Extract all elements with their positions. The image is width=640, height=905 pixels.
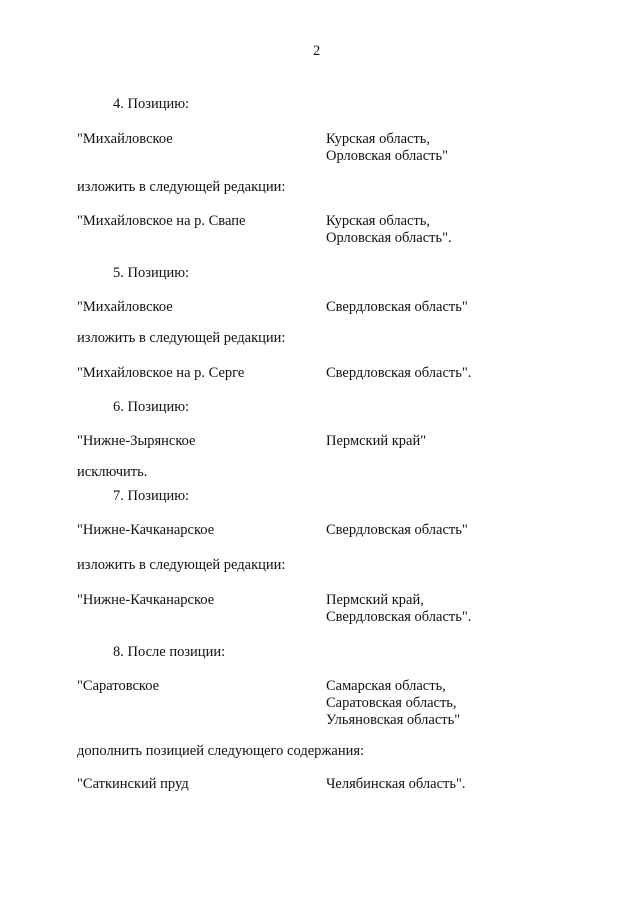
region-line: Курская область, — [326, 213, 431, 229]
section-5-new-name: "Михайловское на р. Серге — [77, 365, 245, 381]
section-5-heading: 5. Позицию: — [113, 265, 190, 281]
region-line: Саратовская область, — [326, 695, 457, 711]
region-line: Свердловская область". — [326, 365, 472, 381]
section-4-new-region — [326, 212, 452, 246]
section-6-instruction: исключить. — [77, 464, 148, 480]
section-8-instruction: дополнить позицией следующего содержания: — [77, 743, 365, 759]
section-4-heading: 4. Позицию: — [113, 96, 190, 112]
section-8-old-region — [326, 677, 460, 728]
section-5-old-name: "Михайловское — [77, 299, 173, 315]
region-line: Свердловская область". — [326, 609, 472, 625]
page-number: 2 — [313, 43, 321, 59]
section-6-heading: 6. Позицию: — [113, 399, 190, 415]
section-8-new-region — [326, 775, 466, 792]
section-6-old-name: "Нижне-Зырянское — [77, 433, 196, 449]
region-line: Пермский край, — [326, 592, 424, 608]
section-6-old-region — [326, 432, 426, 449]
region-line: Свердловская область" — [326, 299, 468, 315]
section-5-old-region — [326, 298, 468, 315]
section-7-new-region — [326, 591, 471, 625]
region-line: Ульяновская область" — [326, 712, 461, 728]
region-line: Челябинская область". — [326, 776, 466, 792]
section-4-new-name: "Михайловское на р. Свапе — [77, 213, 246, 229]
region-line: Свердловская область" — [326, 522, 468, 538]
section-7-heading: 7. Позицию: — [113, 488, 190, 504]
section-4-old-region — [326, 130, 448, 164]
section-4-instruction: изложить в следующей редакции: — [77, 179, 286, 195]
region-line: Самарская область, — [326, 678, 446, 694]
section-4-old-name: "Михайловское — [77, 131, 173, 147]
section-7-instruction: изложить в следующей редакции: — [77, 557, 286, 573]
section-8-old-name: "Саратовское — [77, 678, 160, 694]
section-7-old-region — [326, 521, 468, 538]
section-5-instruction: изложить в следующей редакции: — [77, 330, 286, 346]
section-8-new-name: "Саткинский пруд — [77, 776, 189, 792]
region-line: Орловская область". — [326, 230, 452, 246]
section-7-new-name: "Нижне-Качканарское — [77, 592, 215, 608]
region-line: Орловская область" — [326, 148, 449, 164]
region-line: Пермский край" — [326, 433, 427, 449]
section-8-heading: 8. После позиции: — [113, 644, 226, 660]
section-5-new-region — [326, 364, 471, 381]
section-7-old-name: "Нижне-Качканарское — [77, 522, 215, 538]
region-line: Курская область, — [326, 131, 431, 147]
